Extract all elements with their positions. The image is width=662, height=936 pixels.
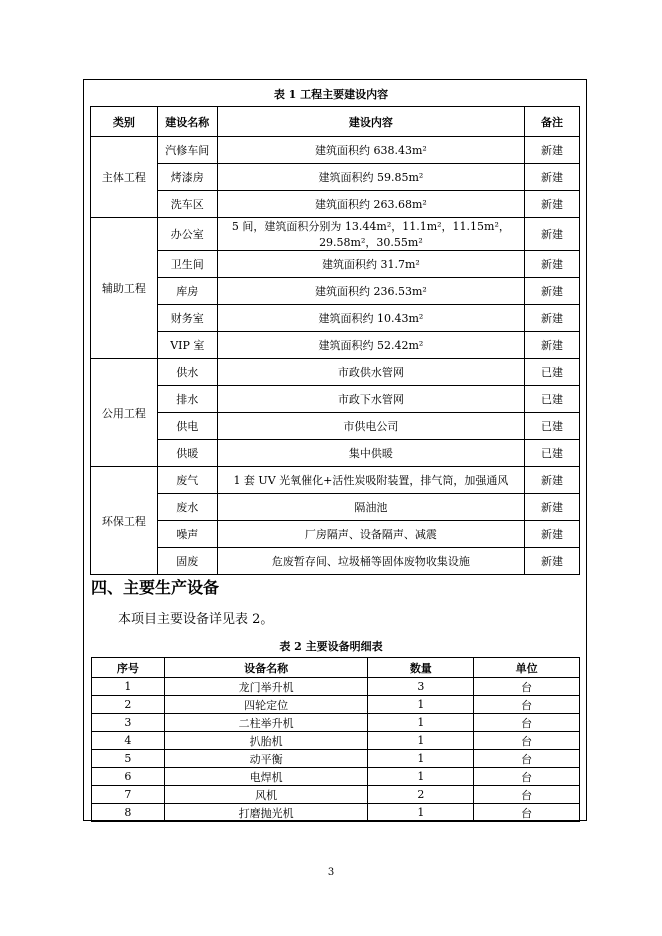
table2-cell: 台	[474, 714, 580, 732]
item-name-cell: 供水	[157, 359, 217, 386]
section-title: 四、主要生产设备	[91, 578, 220, 597]
table1-row	[91, 251, 580, 278]
table2-cell: 龙门举升机	[164, 678, 368, 696]
table1-header-cell: 类别	[91, 107, 158, 137]
item-name-cell: VIP 室	[157, 332, 217, 359]
item-name-cell: 卫生间	[157, 251, 217, 278]
table1-header-cell: 备注	[525, 107, 580, 137]
table2-cell: 8	[92, 804, 165, 822]
table2-row	[92, 786, 580, 804]
note-cell: 新建	[525, 164, 580, 191]
table2-cell: 打磨抛光机	[164, 804, 368, 822]
content-cell: 厂房隔声、设备隔声、减震	[217, 521, 524, 548]
item-name-cell: 供暖	[157, 440, 217, 467]
table1-row	[91, 440, 580, 467]
table1-header-cell: 建设内容	[217, 107, 524, 137]
item-name-cell: 洗车区	[157, 191, 217, 218]
page-number: 3	[327, 867, 335, 878]
table1-row	[91, 386, 580, 413]
table2-header-cell: 单位	[474, 658, 580, 678]
content-cell: 集中供暖	[217, 440, 524, 467]
table2-cell: 动平衡	[164, 750, 368, 768]
item-name-cell: 烤漆房	[157, 164, 217, 191]
table1-row	[91, 521, 580, 548]
content-cell: 建筑面积约 236.53m²	[217, 278, 524, 305]
table2-cell: 台	[474, 732, 580, 750]
content-cell: 建筑面积约 638.43m²	[217, 137, 524, 164]
table2-caption: 表 2 主要设备明细表	[279, 640, 383, 653]
content-cell: 危废暂存间、垃圾桶等固体废物收集设施	[217, 548, 524, 575]
content-cell: 市供电公司	[217, 413, 524, 440]
table2-cell: 台	[474, 678, 580, 696]
content-cell: 1 套 UV 光氧催化+活性炭吸附装置，排气筒，加强通风	[217, 467, 524, 494]
table2-cell: 台	[474, 750, 580, 768]
table2-cell: 4	[92, 732, 165, 750]
category-cell: 辅助工程	[91, 218, 158, 359]
item-name-cell: 供电	[157, 413, 217, 440]
note-cell: 已建	[525, 359, 580, 386]
table1-row	[91, 332, 580, 359]
content-cell: 5 间，建筑面积分别为 13.44m²，11.1m²，11.15m²，29.58m²，30.55m²	[217, 218, 524, 251]
table2-cell: 3	[92, 714, 165, 732]
table1-row	[91, 359, 580, 386]
table2-cell: 扒胎机	[164, 732, 368, 750]
table2-cell: 电焊机	[164, 768, 368, 786]
construction-content-table	[90, 106, 580, 575]
table2-cell: 5	[92, 750, 165, 768]
table2-cell: 台	[474, 804, 580, 822]
table2-cell: 台	[474, 786, 580, 804]
note-cell: 新建	[525, 305, 580, 332]
table2-cell: 1	[368, 768, 474, 786]
note-cell: 新建	[525, 218, 580, 251]
table2-header-cell: 设备名称	[164, 658, 368, 678]
table1-header-row	[91, 107, 580, 137]
item-name-cell: 废气	[157, 467, 217, 494]
content-cell: 建筑面积约 59.85m²	[217, 164, 524, 191]
table2-row	[92, 696, 580, 714]
content-cell: 市政供水管网	[217, 359, 524, 386]
table1-row	[91, 413, 580, 440]
table2-cell: 6	[92, 768, 165, 786]
table2-cell: 1	[368, 750, 474, 768]
note-cell: 新建	[525, 278, 580, 305]
table2-cell: 1	[368, 696, 474, 714]
note-cell: 新建	[525, 191, 580, 218]
item-name-cell: 固废	[157, 548, 217, 575]
content-cell: 建筑面积约 10.43m²	[217, 305, 524, 332]
item-name-cell: 噪声	[157, 521, 217, 548]
item-name-cell: 财务室	[157, 305, 217, 332]
note-cell: 新建	[525, 548, 580, 575]
content-cell: 隔油池	[217, 494, 524, 521]
table2-cell: 风机	[164, 786, 368, 804]
item-name-cell: 办公室	[157, 218, 217, 251]
table2-cell: 1	[92, 678, 165, 696]
table2-row	[92, 750, 580, 768]
table2-cell: 台	[474, 696, 580, 714]
item-name-cell: 排水	[157, 386, 217, 413]
table2-cell: 1	[368, 714, 474, 732]
table2-row	[92, 714, 580, 732]
note-cell: 已建	[525, 413, 580, 440]
table2-row	[92, 804, 580, 822]
category-cell: 公用工程	[91, 359, 158, 467]
table2-header-cell: 序号	[92, 658, 165, 678]
content-cell: 建筑面积约 31.7m²	[217, 251, 524, 278]
table2-cell: 二柱举升机	[164, 714, 368, 732]
table1-row	[91, 305, 580, 332]
section-paragraph: 本项目主要设备详见表 2。	[118, 612, 274, 627]
table2-cell: 台	[474, 768, 580, 786]
table1-row	[91, 191, 580, 218]
table1-row	[91, 548, 580, 575]
table1-row	[91, 467, 580, 494]
table2-row	[92, 732, 580, 750]
table1-row	[91, 218, 580, 251]
note-cell: 已建	[525, 440, 580, 467]
table1-row	[91, 278, 580, 305]
table2-cell: 1	[368, 732, 474, 750]
item-name-cell: 废水	[157, 494, 217, 521]
table2-cell: 3	[368, 678, 474, 696]
table2-cell: 四轮定位	[164, 696, 368, 714]
note-cell: 新建	[525, 494, 580, 521]
table2-cell: 7	[92, 786, 165, 804]
table2-row	[92, 768, 580, 786]
table2-cell: 2	[368, 786, 474, 804]
item-name-cell: 汽修车间	[157, 137, 217, 164]
note-cell: 新建	[525, 467, 580, 494]
table1-row	[91, 164, 580, 191]
category-cell: 主体工程	[91, 137, 158, 218]
note-cell: 已建	[525, 386, 580, 413]
note-cell: 新建	[525, 137, 580, 164]
equipment-table	[91, 657, 580, 822]
item-name-cell: 库房	[157, 278, 217, 305]
content-cell: 建筑面积约 263.68m²	[217, 191, 524, 218]
note-cell: 新建	[525, 251, 580, 278]
table2-header-row	[92, 658, 580, 678]
content-cell: 建筑面积约 52.42m²	[217, 332, 524, 359]
table2-cell: 2	[92, 696, 165, 714]
table2-cell: 1	[368, 804, 474, 822]
table2-row	[92, 678, 580, 696]
table1-row	[91, 137, 580, 164]
table1-caption: 表 1 工程主要建设内容	[273, 88, 389, 101]
note-cell: 新建	[525, 521, 580, 548]
content-cell: 市政下水管网	[217, 386, 524, 413]
note-cell: 新建	[525, 332, 580, 359]
category-cell: 环保工程	[91, 467, 158, 575]
table2-header-cell: 数量	[368, 658, 474, 678]
table1-header-cell: 建设名称	[157, 107, 217, 137]
table1-row	[91, 494, 580, 521]
